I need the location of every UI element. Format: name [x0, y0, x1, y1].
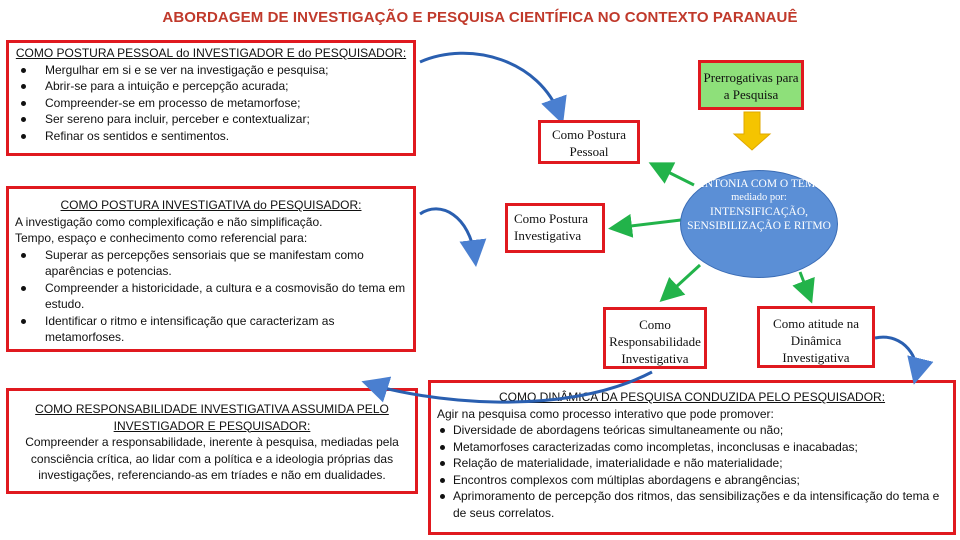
prerrogativas-node: Prerrogativas para a Pesquisa — [698, 60, 804, 110]
list-item: Encontros complexos com múltiplas abordagens e abrangências; — [437, 472, 947, 489]
atitude-dinamica-node: Como atitude na Dinâmica Investigativa — [757, 306, 875, 368]
center-body: INTENSIFICAÇÃO, SENSIBILIZAÇÃO E RITMO — [687, 206, 831, 232]
curve-arrow-atitude — [875, 337, 917, 376]
postura-pessoal-box — [6, 40, 416, 156]
list-item: Diversidade de abordagens teóricas simultaneamente ou não; — [437, 422, 947, 439]
postura-investigativa-box — [6, 186, 416, 352]
green-arrow-investigativa — [614, 220, 681, 228]
curve-arrow-pessoal — [420, 53, 560, 116]
dinamica-box — [428, 380, 956, 535]
list-item: Aprimoramento de percepção dos ritmos, das sensibilizações e da intensificação do tema e de seus correlatos. — [437, 488, 947, 521]
responsabilidade-box — [6, 388, 418, 494]
postura-pessoal-heading: COMO POSTURA PESSOAL do INVESTIGADOR E do PESQUISADOR: — [15, 46, 407, 60]
responsabilidade-heading: COMO RESPONSABILIDADE INVESTIGATIVA ASSUMIDA PELO INVESTIGADOR E PESQUISADOR: — [35, 402, 389, 433]
list-item: Mergulhar em si e se ver na investigação e pesquisa; — [15, 62, 407, 79]
list-item: Abrir-se para a intuição e percepção acurada; — [15, 78, 407, 95]
dinamica-heading: COMO DINÂMICA DA PESQUISA CONDUZIDA PELO PESQUISADOR: — [498, 390, 886, 404]
postura-pessoal-list — [15, 62, 407, 145]
list-item: Compreender a historicidade, a cultura e a cosmovisão do tema em estudo. — [15, 280, 407, 313]
postura-investigativa-list — [15, 247, 407, 346]
postura-investigativa-node: Como Postura Investigativa — [505, 203, 605, 253]
list-item: Superar as percepções sensoriais que se manifestam como aparências e potencias. — [15, 247, 407, 280]
dinamica-list — [437, 422, 947, 521]
list-item: Refinar os sentidos e sentimentos. — [15, 128, 407, 145]
responsabilidade-node: Como Responsabilidade Investigativa — [603, 307, 707, 369]
list-item: Metamorfoses caracterizadas como incompletas, inconclusas e inacabadas; — [437, 439, 947, 456]
page-title: ABORDAGEM DE INVESTIGAÇÃO E PESQUISA CIENTÍFICA NO CONTEXTO PARANAUÊ — [162, 9, 798, 26]
postura-investigativa-line2: Tempo, espaço e conhecimento como referencial para: — [15, 231, 308, 245]
postura-pessoal-node: Como Postura Pessoal — [538, 120, 640, 164]
postura-investigativa-line1: A investigação como complexificação e não simplificação. — [15, 214, 323, 229]
responsabilidade-body: Compreender a responsabilidade, inerente à pesquisa, mediadas pela consciência crítica, ao lidar com a política e a ideologia próprias das investigações, referenciando-as em tríades e não em dualidades. — [25, 435, 399, 482]
sintonia-center-node — [680, 170, 838, 278]
list-item: Relação de materialidade, imaterialidade e não materialidade; — [437, 455, 947, 472]
list-item: Identificar o ritmo e intensificação que caracterizam as metamorfoses. — [15, 313, 407, 346]
list-item: Ser sereno para incluir, perceber e contextualizar; — [15, 111, 407, 128]
green-arrow-responsabilidade — [664, 265, 700, 298]
yellow-arrow — [734, 112, 770, 150]
green-arrow-atitude — [800, 272, 810, 298]
postura-investigativa-heading: COMO POSTURA INVESTIGATIVA do PESQUISADOR: — [60, 198, 362, 212]
dinamica-intro: Agir na pesquisa como processo interativo que pode promover: — [437, 406, 774, 421]
center-title: SINTONIA COM O TEMA — [694, 178, 824, 190]
curve-arrow-investigativa — [420, 209, 475, 258]
list-item: Compreender-se em processo de metamorfose; — [15, 95, 407, 112]
center-subtitle: mediado por: — [731, 192, 787, 203]
